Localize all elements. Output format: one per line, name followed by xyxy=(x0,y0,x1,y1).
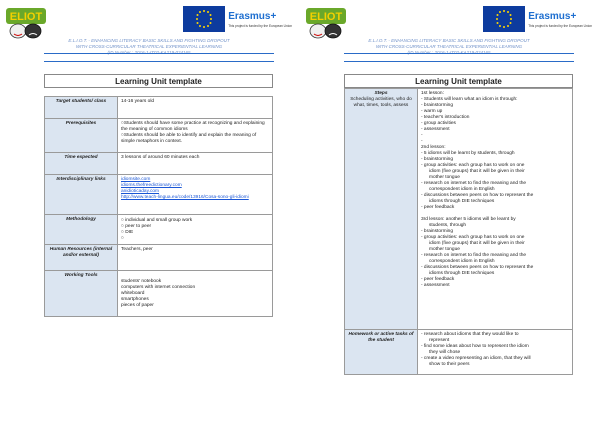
row-content: Teachers, peer xyxy=(118,245,273,271)
text-line: - brainstorming xyxy=(421,229,453,234)
eliot-logo-icon xyxy=(304,4,350,40)
text-line: - research about idioms that they would like to xyxy=(421,332,519,337)
row-content: ○Students should have some practice at recognizing and explaining the meaning of common idioms ○Students should be able to identify and explain the meaning of simple metaphors in context. xyxy=(118,119,273,153)
row-content: students' notebook computers with internet connection whiteboard smartphones pieces of paper xyxy=(118,271,273,317)
text-line: - xyxy=(421,139,423,144)
text-line: - create a video representing an idiom, that they will xyxy=(421,356,531,361)
header-rule xyxy=(44,61,274,62)
text-line: students, through xyxy=(429,223,467,228)
text-line: - peer feedback xyxy=(421,277,455,282)
text-line: mother tongue xyxy=(429,175,460,180)
table-row xyxy=(45,175,273,215)
table-row xyxy=(45,119,273,153)
link-anidioticaday[interactable]: anidioticaday.com xyxy=(121,189,160,194)
funded-text: This project is funded by the European Union xyxy=(228,24,292,28)
erasmus-label: Erasmus+ xyxy=(228,11,277,22)
svg-text:ELIOT: ELIOT xyxy=(309,11,343,23)
table-row xyxy=(345,89,573,330)
text-line: - discussions between peers on how to represent the xyxy=(421,265,534,270)
text-line: - Students will learn what an idiom is through: xyxy=(421,97,518,102)
eu-flag-icon xyxy=(483,6,525,32)
header-rule xyxy=(344,61,574,62)
row-label: Prerequisites xyxy=(45,119,118,153)
table-row xyxy=(45,245,273,271)
text-line: - brainstorming xyxy=(421,157,453,162)
row-label: Time expected xyxy=(45,153,118,175)
project-title: E.L.I.O.T. - ENHANCING LITERACY BASIC SKILLS AND FIGHTING DROPOUT WITH CROSS-CURRICULAR THEATRICAL EXPERIENTIAL LEARNING (ID Number : 2016-1-IT02-KA219-024165 xyxy=(68,38,230,55)
eliot-logo-icon xyxy=(4,4,50,40)
row-label: Human Resources (internal and/or external) xyxy=(45,245,118,271)
header-rule xyxy=(344,53,574,54)
link-idiomsite[interactable]: idiomsite.com xyxy=(121,177,151,182)
row-label: Target students/ class xyxy=(45,97,118,119)
project-title: E.L.I.O.T. - ENHANCING LITERACY BASIC SKILLS AND FIGHTING DROPOUT WITH CROSS-CURRICULAR THEATRICAL EXPERIENTIAL LEARNING (ID Number : 2016-1-IT02-KA219-024165 xyxy=(368,38,530,55)
text-line: - group activities xyxy=(421,121,456,126)
row-content: ○ individual and small group work ○ peer to peer ○ DIE ○ xyxy=(118,215,273,245)
row-label: Interdisciplinary links xyxy=(45,175,118,215)
text-line: - 5 idioms will be learnt by students, through xyxy=(421,151,515,156)
text-line: 1st lesson: xyxy=(421,91,444,96)
text-line: - research on internet to find the meaning and the xyxy=(421,253,527,258)
row-content: 14-16 years old xyxy=(118,97,273,119)
svg-text:ELIOT: ELIOT xyxy=(9,11,43,23)
link-freedictionary[interactable]: idioms.thefreedictionary.com xyxy=(121,183,182,188)
steps-label-cell: Steps Scheduling activities, who do what, times, tools, assess xyxy=(345,89,418,330)
text-line: - research on internet to find the meaning and the xyxy=(421,181,527,186)
text-line: - peer feedback xyxy=(421,205,455,210)
text-line: 2nd lesson: xyxy=(421,145,446,150)
steps-table xyxy=(344,88,573,375)
text-line: - group activities: each group has to work on one xyxy=(421,163,525,168)
eu-flag-icon xyxy=(183,6,225,32)
text-line: they will chose xyxy=(429,350,461,355)
text-line: correspondent idiom in English xyxy=(429,259,495,264)
text-line: - warm up xyxy=(421,109,443,114)
table-row xyxy=(45,215,273,245)
text-line: - brainstorming xyxy=(421,103,453,108)
text-line: - group activities: each group has to work on one xyxy=(421,235,525,240)
text-line: - xyxy=(421,133,423,138)
text-line: idioms through DIE techniques xyxy=(429,271,495,276)
text-line: - teacher's introduction xyxy=(421,115,470,120)
table-row xyxy=(45,153,273,175)
text-line: idiom (five groups) that it will be given in their xyxy=(429,169,525,174)
homework-content xyxy=(418,330,573,375)
text-line: show to their peers xyxy=(429,362,470,367)
row-content xyxy=(118,175,273,215)
homework-label-cell: Homework or active tasks of the student xyxy=(345,330,418,375)
header-rule xyxy=(44,53,274,54)
text-line: idiom (five groups) that it will be given in their xyxy=(429,241,525,246)
text-line: 3rd lesson: another 5 idioms will be learnt by xyxy=(421,217,516,222)
row-content: 3 lessons of around 60 minutes each xyxy=(118,153,273,175)
table-row xyxy=(45,271,273,317)
text-line: idioms through DIE techniques xyxy=(429,199,495,204)
erasmus-logo xyxy=(483,6,592,36)
unit-title: Learning Unit template xyxy=(44,74,273,88)
learning-unit-table xyxy=(44,96,273,317)
text-line: correspondent idiom in English xyxy=(429,187,495,192)
funded-text: This project is funded by the European Union xyxy=(528,24,592,28)
text-line: represent xyxy=(429,338,450,343)
right-page xyxy=(300,0,600,424)
text-line: - assessment xyxy=(421,283,450,288)
row-label: Methodology xyxy=(45,215,118,245)
text-line: - discussions between peers on how to represent the xyxy=(421,193,534,198)
steps-content xyxy=(418,89,573,330)
text-line: - find some ideas about how to represent the idiom xyxy=(421,344,529,349)
link-teach-lingua[interactable]: http://www.teach-lingua.eu/code/13916/Cosa-sono-gli-idiomi xyxy=(121,195,249,200)
table-row xyxy=(45,97,273,119)
erasmus-label: Erasmus+ xyxy=(528,11,577,22)
text-line: mother tongue xyxy=(429,247,460,252)
unit-title: Learning Unit template xyxy=(344,74,573,88)
row-label: Working Tools xyxy=(45,271,118,317)
text-line: - assessment xyxy=(421,127,450,132)
table-row xyxy=(345,330,573,375)
erasmus-logo xyxy=(183,6,292,36)
